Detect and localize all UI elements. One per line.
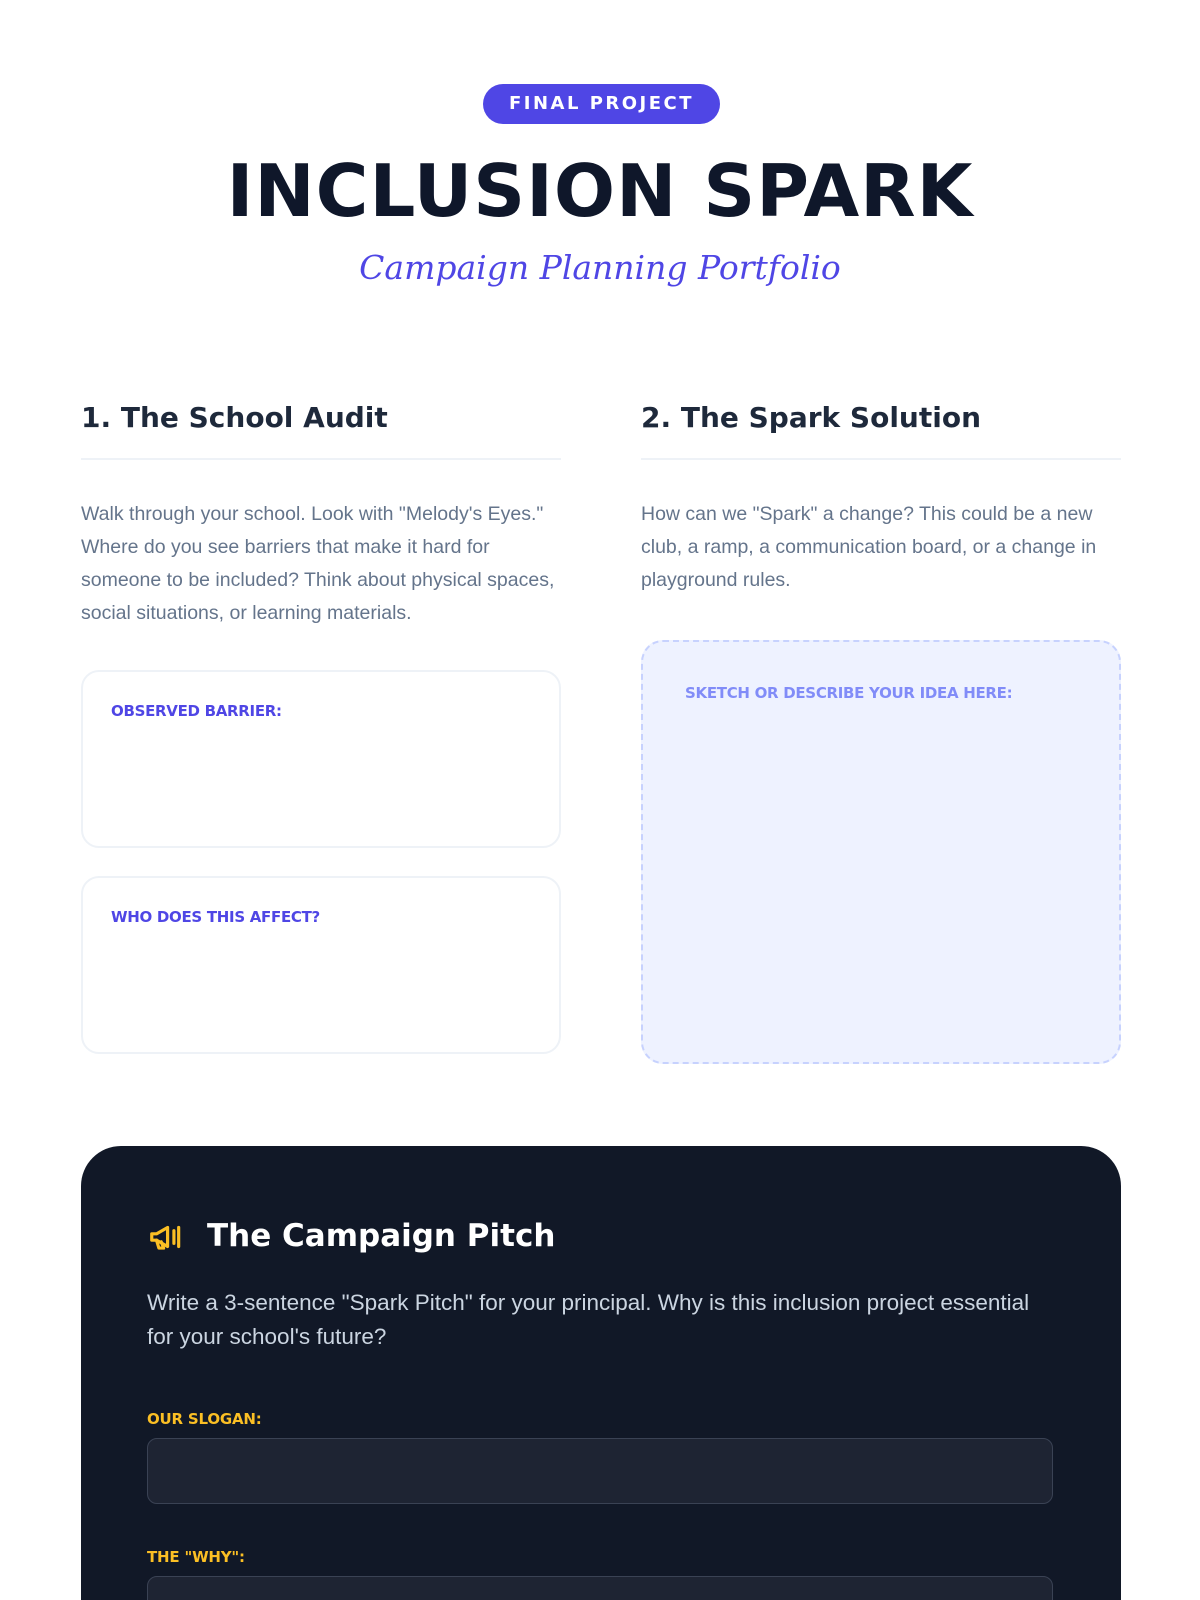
final-project-badge: FINAL PROJECT — [483, 84, 720, 124]
spark-solution-description: How can we "Spark" a change? This could be a new club, a ramp, a communication board, or a change in playground rules. — [641, 503, 1097, 591]
slogan-input[interactable] — [147, 1438, 1053, 1504]
why-input[interactable] — [147, 1576, 1053, 1600]
observed-barrier-label: OBSERVED BARRIER: — [111, 702, 282, 720]
campaign-pitch-description: Write a 3-sentence "Spark Pitch" for your principal. Why is this inclusion project essential for your school's future? — [147, 1290, 1030, 1349]
page-subtitle: Campaign Planning Portfolio — [359, 248, 841, 287]
school-audit-section — [81, 396, 561, 926]
page-title: INCLUSION SPARK — [226, 149, 974, 233]
spark-solution-heading: 2. The Spark Solution — [641, 396, 1121, 460]
slogan-label: OUR SLOGAN: — [147, 1410, 262, 1428]
who-affected-box[interactable] — [81, 876, 561, 1054]
who-affected-label: WHO DOES THIS AFFECT? — [111, 908, 320, 926]
megaphone-icon — [147, 1218, 185, 1256]
campaign-pitch-title: The Campaign Pitch — [207, 1218, 556, 1254]
campaign-pitch-panel — [81, 1146, 1121, 1600]
school-audit-description: Walk through your school. Look with "Melody's Eyes." Where do you see barriers that make it hard for someone to be included? Think about physical spaces, social situations, or learning materials. — [81, 503, 555, 624]
observed-barrier-box[interactable] — [81, 670, 561, 848]
spark-solution-section — [641, 396, 1121, 702]
why-label: THE "WHY": — [147, 1548, 245, 1566]
school-audit-heading: 1. The School Audit — [81, 396, 561, 460]
idea-sketch-area[interactable] — [641, 640, 1121, 1064]
idea-sketch-label: SKETCH OR DESCRIBE YOUR IDEA HERE: — [685, 684, 1013, 702]
